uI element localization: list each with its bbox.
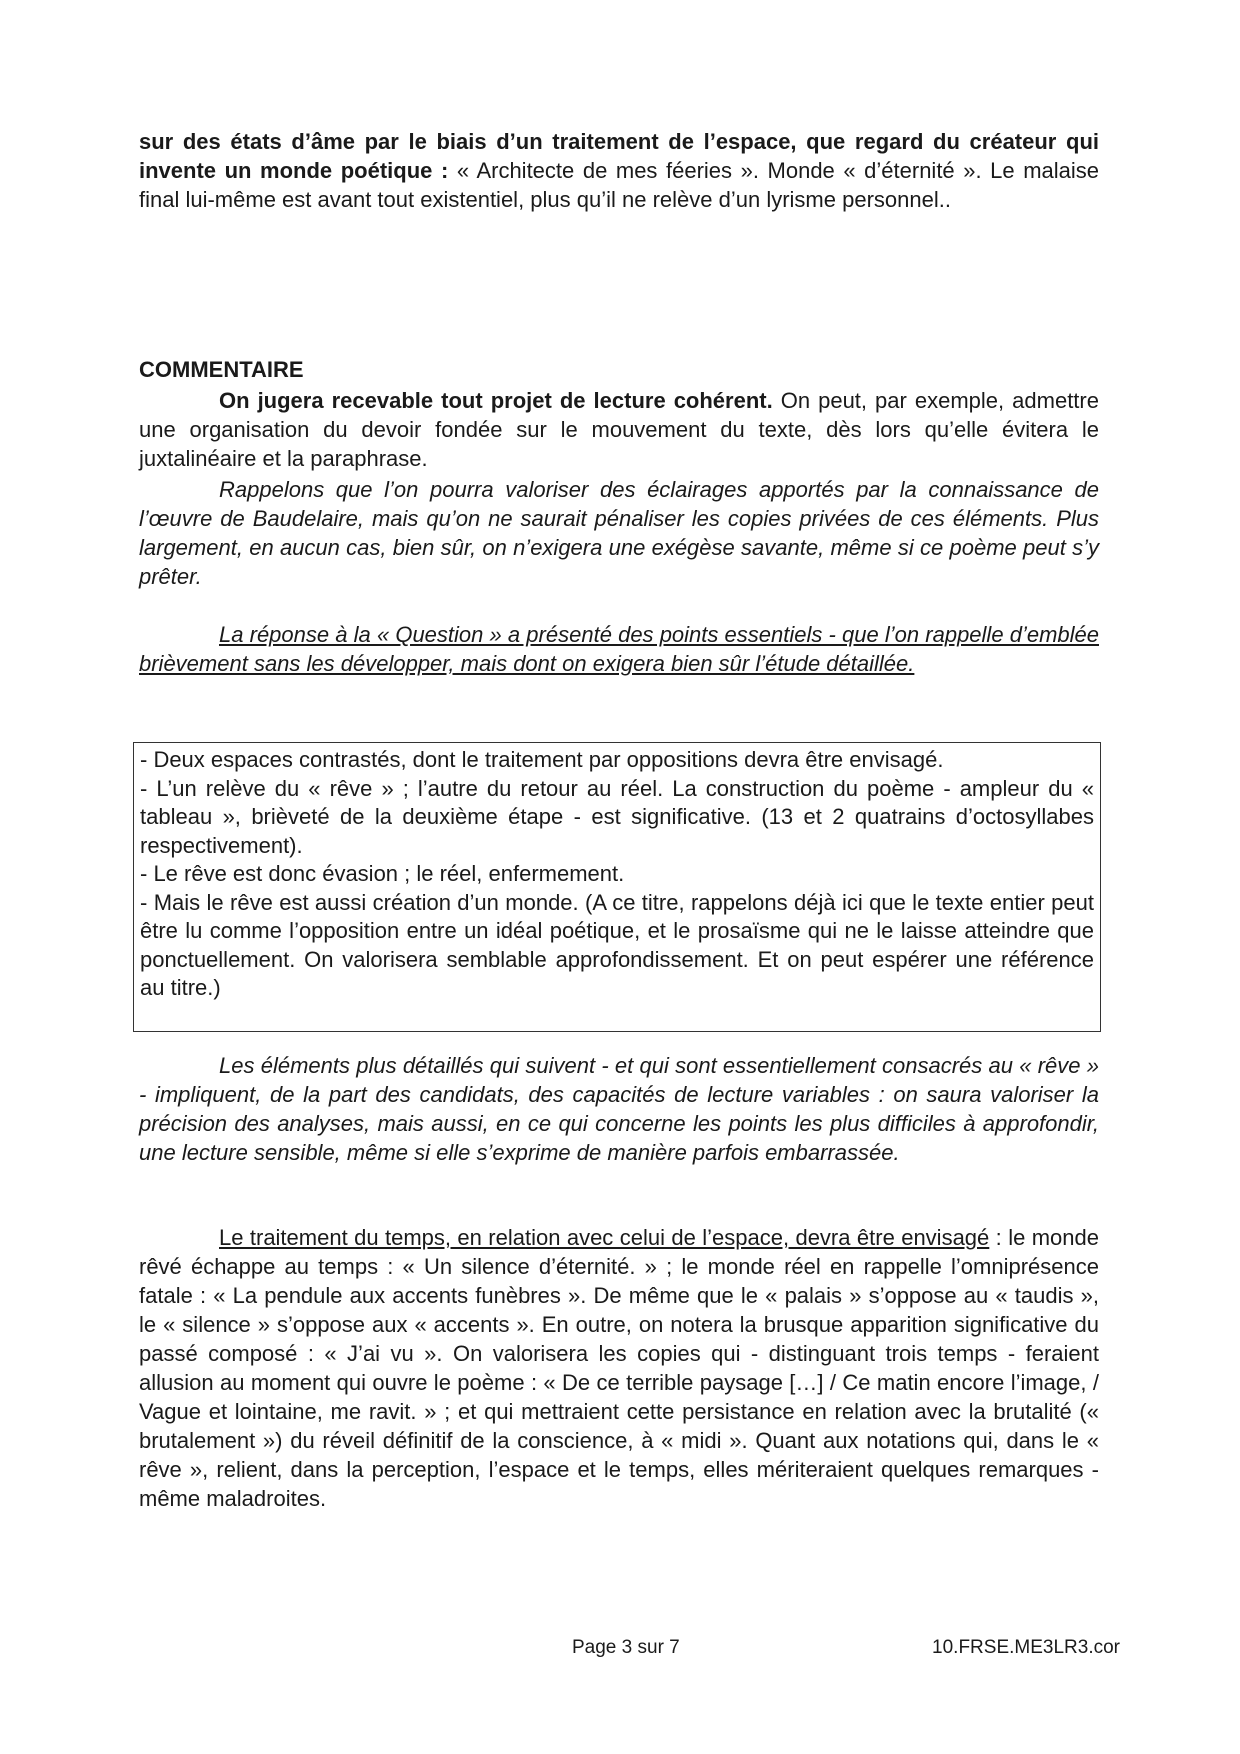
- commentaire-paragraph-1: [139, 386, 1099, 473]
- details-paragraph-1: Les éléments plus détaillés qui suivent - et qui sont essentiellement consacrés au « rêve » - impliquent, de la part des candidats, des capacités de lecture variables : on saura valoriser la précision des analyses, mais aussi, en ce qui concerne les points les plus difficiles à approfondir, une lecture sensible, même si elle s’exprime de manière parfois embarrassée.: [139, 1053, 1099, 1165]
- page-number: Page 3 sur 7: [572, 1637, 680, 1658]
- summary-box: [133, 742, 1101, 1032]
- commentaire-bold-text: On jugera recevable tout projet de lecture cohérent.: [219, 388, 773, 413]
- section-heading: COMMENTAIRE: [139, 357, 304, 382]
- summary-line: - L’un relève du « rêve » ; l’autre du retour au réel. La construction du poème - ampleur du « tableau », brièveté de la deuxième étape - est significative. (13 et 2 quatrains d’octosyllabes respectivement).: [140, 775, 1094, 858]
- details-paragraph-2: [139, 1223, 1099, 1513]
- document-reference: 10.FRSE.ME3LR3.cor: [932, 1637, 1120, 1658]
- intro-bold-text: sur des états d’âme par le biais d’un traitement de l’espace, que regard du créateur qui invente un monde poétique :: [139, 129, 1099, 183]
- intro-paragraph: [139, 127, 1099, 214]
- summary-line: - Le rêve est donc évasion ; le réel, enfermement.: [140, 861, 625, 886]
- summary-line: - Deux espaces contrastés, dont le traitement par oppositions devra être envisagé.: [140, 747, 944, 772]
- details-underlined-text: Le traitement du temps, en relation avec celui de l’espace, devra être envisagé: [219, 1225, 990, 1250]
- details-text: : le monde rêvé échappe au temps : « Un silence d’éternité. » ; le monde réel en rappelle l’omniprésence fatale : « La pendule aux accents funèbres ». De même que le « palais » s’oppose au « taudis », le « silence » s’oppose aux « accents ». En outre, on notera la brusque apparition significative du passé composé : « J’ai vu ». On valorisera les copies qui - distinguant trois temps - feraient allusion au moment qui ouvre le poème : « De ce terrible paysage […] / Ce matin encore l’image, / Vague et lointaine, me ravit. » ; et qui mettraient cette persistance en relation avec la brutalité (« brutalement ») du réveil définitif de la conscience, à « midi ». Quant aux notations qui, dans le « rêve », relient, dans la perception, l’espace et le temps, elles mériteraient quelques remarques - même maladroites.: [139, 1225, 1099, 1511]
- commentaire-paragraph-2: Rappelons que l’on pourra valoriser des éclairages apportés par la connaissance de l’œuvre de Baudelaire, mais qu’on ne saurait pénaliser les copies privées de ces éléments. Plus largement, en aucun cas, bien sûr, on n’exigera une exégèse savante, même si ce poème peut s’y prêter.: [139, 477, 1099, 589]
- commentaire-paragraph-3: La réponse à la « Question » a présenté des points essentiels - que l’on rappelle d’emblée brièvement sans les développer, mais dont on exigera bien sûr l’étude détaillée.: [139, 622, 1099, 676]
- intro-text: « Architecte de mes féeries ». Monde « d’éternité ». Le malaise final lui-même est avant tout existentiel, plus qu’il ne relève d’un lyrisme personnel..: [139, 158, 1099, 212]
- commentaire-text: On peut, par exemple, admettre une organisation du devoir fondée sur le mouvement du texte, dès lors qu’elle évitera le juxtalinéaire et la paraphrase.: [139, 388, 1099, 471]
- summary-line: - Mais le rêve est aussi création d’un monde. (A ce titre, rappelons déjà ici que le texte entier peut être lu comme l’opposition entre un idéal poétique, et le prosaïsme qui ne le laisse atteindre que ponctuellement. On valorisera semblable approfondissement. Et on peut espérer une référence au titre.): [140, 889, 1094, 1000]
